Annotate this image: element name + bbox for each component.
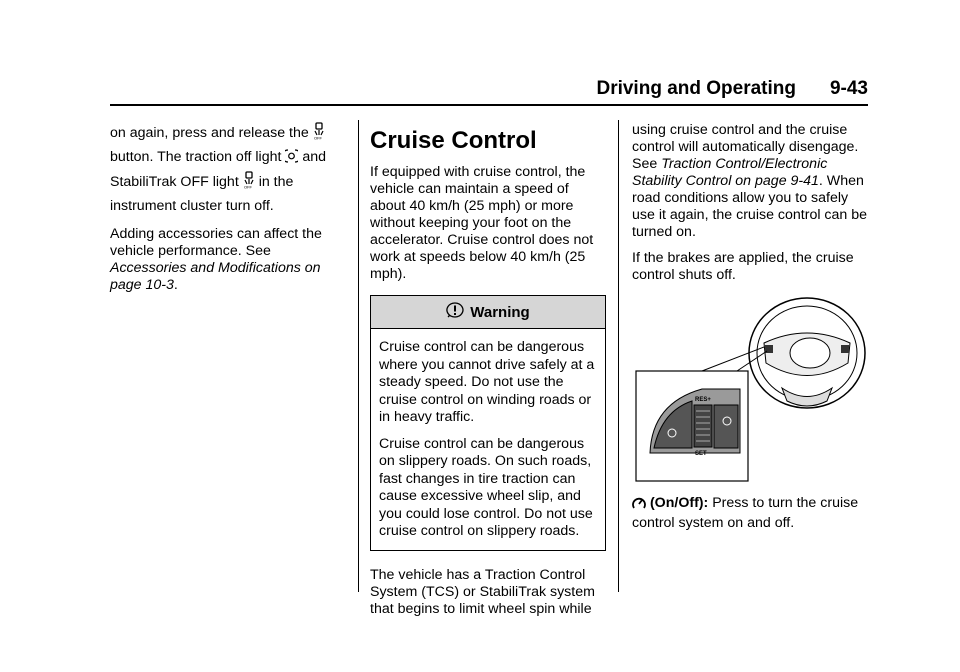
paragraph [632,495,872,532]
cross-reference-link[interactable]: Accessories and Modifications on page 10-3 [110,260,321,293]
cruise-on-off-icon [632,496,646,515]
text: Press to turn the cruise control system on and off. [632,495,859,531]
column-right [632,122,872,541]
text: on again, press and release the [110,125,309,141]
on-off-label: (On/Off): [649,495,709,511]
warning-icon [446,302,464,322]
stabilitrak-off-icon [243,171,255,196]
column-left [110,122,342,303]
column-middle [370,128,606,627]
set-label: SET- [695,451,709,457]
header-rule [110,104,868,106]
cross-reference-link[interactable]: Traction Control/Electronic Stability Control on page 9-41 [632,156,828,189]
text: StabiliTrak OFF light [110,174,239,190]
warning-header [371,296,605,329]
text: . When road conditions allow you to safely use it again, the cruise control can be turned on. [632,173,868,240]
column-divider [618,120,619,592]
page-number: 9-43 [829,78,868,99]
paragraph: If equipped with cruise control, the vehicle can maintain a speed of about 40 km/h (25 mph) or more without keeping your foot on the accelerator. Cruise control does not work at speeds below 40 km/h (25 mph). [370,164,594,282]
svg-text:OFF: OFF [243,184,252,189]
traction-off-icon [313,122,325,147]
paragraph: The vehicle has a Traction Control System (TCS) or StabiliTrak system that begins to limit wheel spin while [370,566,595,617]
svg-text:OFF: OFF [313,135,322,140]
text: in the [258,174,294,190]
steering-wheel-illustration [632,293,872,483]
res-label: RES+ [695,397,711,403]
text: . [173,277,178,293]
text: Adding accessories can affect the vehicle performance. See [110,226,322,259]
paragraph [110,226,342,294]
steering-wheel-figure [632,293,872,483]
paragraph: Cruise control can be dangerous where you cannot drive safely at a steady speed. Do not use the cruise control on winding roads or in heavy traffic. [379,339,595,425]
text: and [302,149,326,165]
paragraph: If the brakes are applied, the cruise control shuts off. [632,250,854,283]
section-title: Driving and Operating [596,78,796,99]
traction-light-icon [285,148,298,171]
paragraph [110,122,342,217]
page-header [110,74,868,102]
warning-body [371,329,605,541]
column-divider [358,120,359,592]
text: button. The traction off light [110,149,282,165]
text: instrument cluster turn off. [110,198,274,214]
section-heading: Cruise Control [370,127,537,154]
warning-title: Warning [470,303,530,321]
warning-box [370,295,606,551]
paragraph [632,122,872,241]
paragraph: Cruise control can be dangerous on slippery roads. On such roads, fast changes in tire traction can cause excessive wheel slip, and you could lose control. Do not use cruise control on slippery roads. [379,435,593,539]
text: using cruise control and the cruise control will automatically disengage. See [632,122,859,172]
